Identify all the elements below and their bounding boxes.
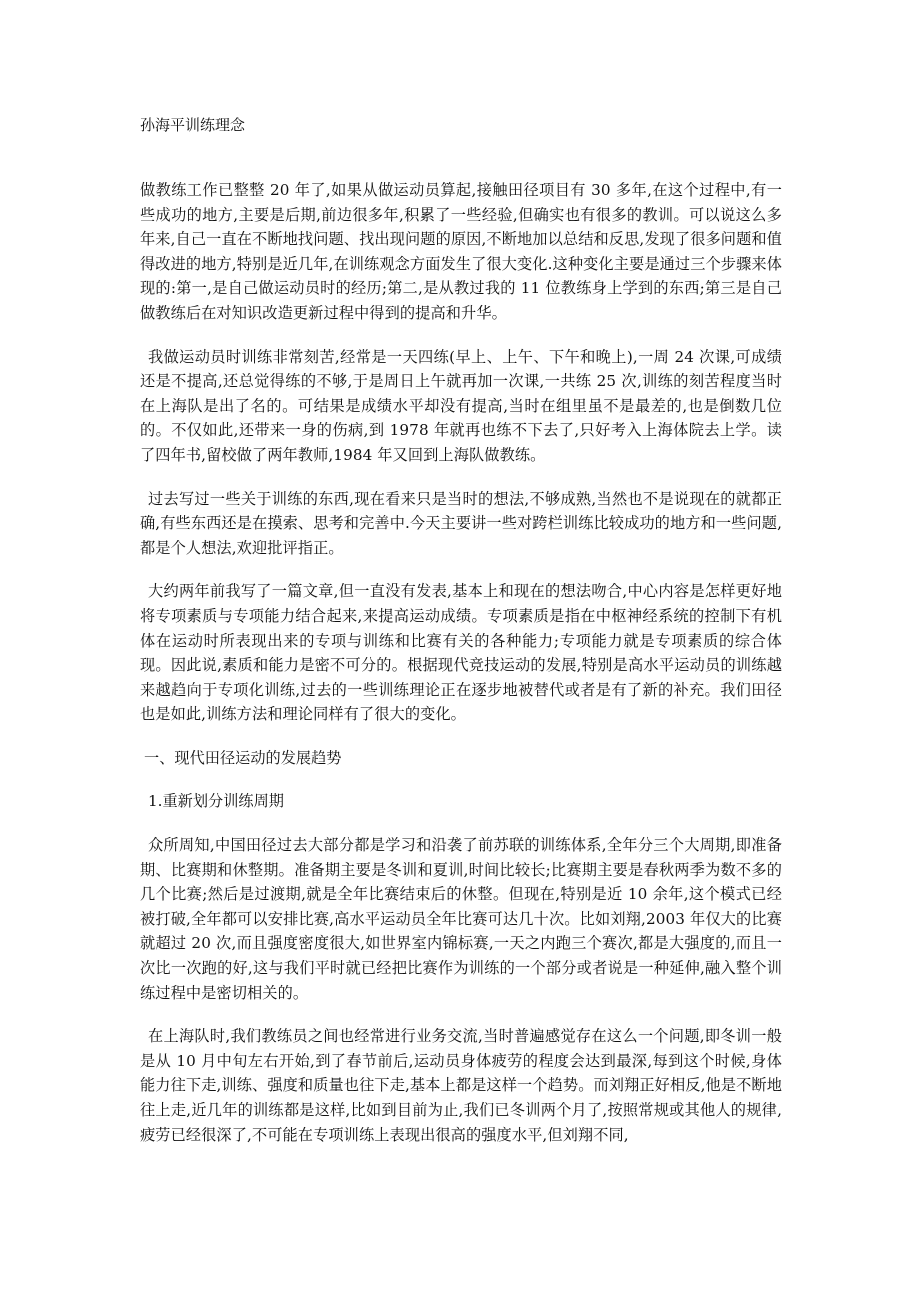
paragraph: 过去写过一些关于训练的东西,现在看来只是当时的想法,不够成熟,当然也不是说现在的就都正确,有些东西还是在摸索、思考和完善中.今天主要讲一些对跨栏训练比较成功的地方和一些问题,都是个人想法,欢迎批评指正。	[140, 489, 782, 557]
subsection-heading: 1.重新划分训练周期	[148, 792, 284, 811]
document-body	[140, 178, 782, 1166]
paragraph: 在上海队时,我们教练员之间也经常进行业务交流,当时普遍感觉存在这么一个问题,即冬训一般是从 10 月中旬左右开始,到了春节前后,运动员身体疲劳的程度会达到最深,每到这个时候,身体能力往下走,训练、强度和质量也往下走,基本上都是这样一个趋势。而刘翔正好相反,他是不断地往上走,近几年的训练都是这样,比如到目前为止,我们已冬训两个月了,按照常规或其他人的规律,疲劳已经很深了,不可能在专项训练上表现出很高的强度水平,但刘翔不同,	[140, 1027, 782, 1144]
paragraph: 大约两年前我写了一篇文章,但一直没有发表,基本上和现在的想法吻合,中心内容是怎样更好地将专项素质与专项能力结合起来,来提高运动成绩。专项素质是指在中枢神经系统的控制下有机体在运动时所表现出来的专项与训练和比赛有关的各种能力;专项能力就是专项素质的综合体现。因此说,素质和能力是密不可分的。根据现代竞技运动的发展,特别是高水平运动员的训练越来越趋向于专项化训练,过去的一些训练理论正在逐步地被替代或者是有了新的补充。我们田径也是如此,训练方法和理论同样有了很大的变化。	[140, 582, 782, 724]
paragraph: 我做运动员时训练非常刻苦,经常是一天四练(早上、上午、下午和晚上),一周 24 次课,可成绩还是不提高,还总觉得练的不够,于是周日上午就再加一次课,一共练 25 次,训练的刻苦程度当时在上海队是出了名的。可结果是成绩水平却没有提高,当时在组里虽不是最差的,也是倒数几位的。不仅如此,还带来一身的伤病,到 1978 年就再也练不下去了,只好考入上海体院去上学。读了四年书,留校做了两年教师,1984 年又回到上海队做教练。	[140, 347, 782, 464]
paragraph: 众所周知,中国田径过去大部分都是学习和沿袭了前苏联的训练体系,全年分三个大周期,即准备期、比赛期和休整期。准备期主要是冬训和夏训,时间比较长;比赛期主要是春秋两季为数不多的几个比赛;然后是过渡期,就是全年比赛结束后的休整。但现在,特别是近 10 余年,这个模式已经被打破,全年都可以安排比赛,高水平运动员全年比赛可达几十次。比如刘翔,2003 年仅大的比赛就超过 20 次,而且强度密度很大,如世界室内锦标赛,一天之内跑三个赛次,都是大强度的,而且一次比一次跑的好,这与我们平时就已经把比赛作为训练的一个部分或者说是一种延伸,融入整个训练过程中是密切相关的。	[140, 836, 782, 1002]
section-heading: 一、现代田径运动的发展趋势	[144, 748, 342, 767]
paragraph: 做教练工作已整整 20 年了,如果从做运动员算起,接触田径项目有 30 多年,在这个过程中,有一些成功的地方,主要是后期,前边很多年,积累了一些经验,但确实也有很多的教训。可以说这么多年来,自己一直在不断地找问题、找出现问题的原因,不断地加以总结和反思,发现了很多问题和值得改进的地方,特别是近几年,在训练观念方面发生了很大变化.这种变化主要是通过三个步骤来体现的:第一,是自己做运动员时的经历;第二,是从教过我的 11 位教练身上学到的东西;第三是自己做教练后在对知识改造更新过程中得到的提高和升华。	[140, 181, 782, 322]
document-title: 孙海平训练理念	[140, 116, 246, 134]
